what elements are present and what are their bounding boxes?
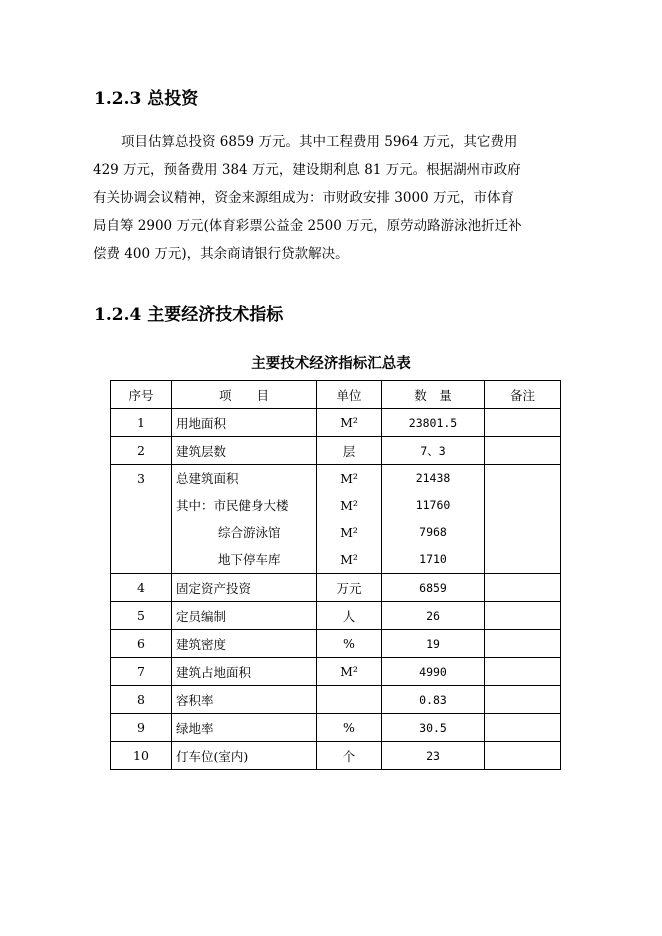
paragraph-line: 局自筹 2900 万元(体育彩票公益金 2500 万元，原劳动路游泳池折迁补 <box>93 218 522 234</box>
sub-item: 其中：市民健身大楼 <box>176 498 289 513</box>
cell-unit: 层 <box>317 437 382 465</box>
cell-no: 9 <box>111 714 172 742</box>
cell-unit: 万元 <box>317 574 382 602</box>
cell-item: 仃车位(室内) <box>172 742 317 770</box>
cell-value: 0.83 <box>382 686 485 714</box>
cell-no: 5 <box>111 602 172 630</box>
cell-no: 10 <box>111 742 172 770</box>
cell-item: 绿地率 <box>172 714 317 742</box>
header-note: 备注 <box>485 381 561 409</box>
cell-unit: M² <box>317 409 382 437</box>
cell-item: 建筑占地面积 <box>172 658 317 686</box>
cell-note <box>485 714 561 742</box>
cell-value: 6859 <box>382 574 485 602</box>
sub-item: 综合游泳馆 <box>218 525 281 540</box>
cell-unit <box>317 465 382 574</box>
cell-item: 建筑密度 <box>172 630 317 658</box>
cell-no: 6 <box>111 630 172 658</box>
cell-note <box>485 409 561 437</box>
cell-value: 26 <box>382 602 485 630</box>
sub-item: 总建筑面积 <box>176 471 239 486</box>
cell-note <box>485 437 561 465</box>
cell-item: 容积率 <box>172 686 317 714</box>
cell-note <box>485 602 561 630</box>
sub-value: 21438 <box>415 471 451 485</box>
header-no: 序号 <box>111 381 172 409</box>
sub-item: 地下停车库 <box>218 552 281 567</box>
cell-note <box>485 465 561 574</box>
table-row <box>111 714 561 742</box>
table-row <box>111 630 561 658</box>
sub-unit: M² <box>340 552 358 567</box>
header-unit: 单位 <box>317 381 382 409</box>
cell-unit <box>317 686 382 714</box>
header-value: 数 量 <box>382 381 485 409</box>
cell-no: 4 <box>111 574 172 602</box>
table-row <box>111 574 561 602</box>
cell-no: 3 <box>111 465 172 574</box>
sub-value: 11760 <box>415 498 451 512</box>
table-row <box>111 658 561 686</box>
paragraph-line: 429 万元，预备费用 384 万元，建设期利息 81 万元。根据湖州市政府 <box>93 162 521 178</box>
table-row <box>111 742 561 770</box>
cell-item: 固定资产投资 <box>172 574 317 602</box>
cell-value <box>382 465 485 574</box>
cell-note <box>485 574 561 602</box>
cell-value: 23 <box>382 742 485 770</box>
table-row <box>111 437 561 465</box>
sub-value: 1710 <box>419 552 447 566</box>
cell-no: 1 <box>111 409 172 437</box>
cell-item: 定员编制 <box>172 602 317 630</box>
cell-unit: 个 <box>317 742 382 770</box>
cell-note <box>485 630 561 658</box>
cell-unit: 人 <box>317 602 382 630</box>
section-heading-total-investment: 1.2.3 总投资 <box>94 89 199 109</box>
sub-unit: M² <box>340 498 358 513</box>
cell-value: 4990 <box>382 658 485 686</box>
cell-note <box>485 686 561 714</box>
header-item: 项 目 <box>172 381 317 409</box>
paragraph-line: 偿费 400 万元)，其余商请银行贷款解决。 <box>93 246 349 262</box>
investment-paragraph <box>93 128 565 268</box>
paragraph-line: 项目估算总投资 6859 万元。其中工程费用 5964 万元，其它费用 <box>121 134 518 150</box>
sub-unit: M² <box>340 471 358 486</box>
indicator-table <box>110 380 561 770</box>
table-header-row <box>111 381 561 409</box>
cell-item: 建筑层数 <box>172 437 317 465</box>
cell-no: 2 <box>111 437 172 465</box>
cell-unit: M² <box>317 658 382 686</box>
cell-unit: % <box>317 714 382 742</box>
cell-value: 30.5 <box>382 714 485 742</box>
table-row-group <box>111 465 561 574</box>
sub-value: 7968 <box>419 525 447 539</box>
cell-item: 用地面积 <box>172 409 317 437</box>
table-row <box>111 686 561 714</box>
table-row <box>111 602 561 630</box>
paragraph-line: 有关协调会议精神，资金来源组成为：市财政安排 3000 万元，市体育 <box>93 190 514 206</box>
cell-value: 19 <box>382 630 485 658</box>
table-row <box>111 409 561 437</box>
cell-unit: % <box>317 630 382 658</box>
cell-no: 7 <box>111 658 172 686</box>
cell-value: 23801.5 <box>382 409 485 437</box>
cell-note <box>485 742 561 770</box>
table-caption: 主要技术经济指标汇总表 <box>251 355 411 372</box>
cell-value: 7、3 <box>382 437 485 465</box>
cell-item <box>172 465 317 574</box>
cell-note <box>485 658 561 686</box>
sub-unit: M² <box>340 525 358 540</box>
cell-no: 8 <box>111 686 172 714</box>
section-heading-indicators: 1.2.4 主要经济技术指标 <box>94 305 284 325</box>
